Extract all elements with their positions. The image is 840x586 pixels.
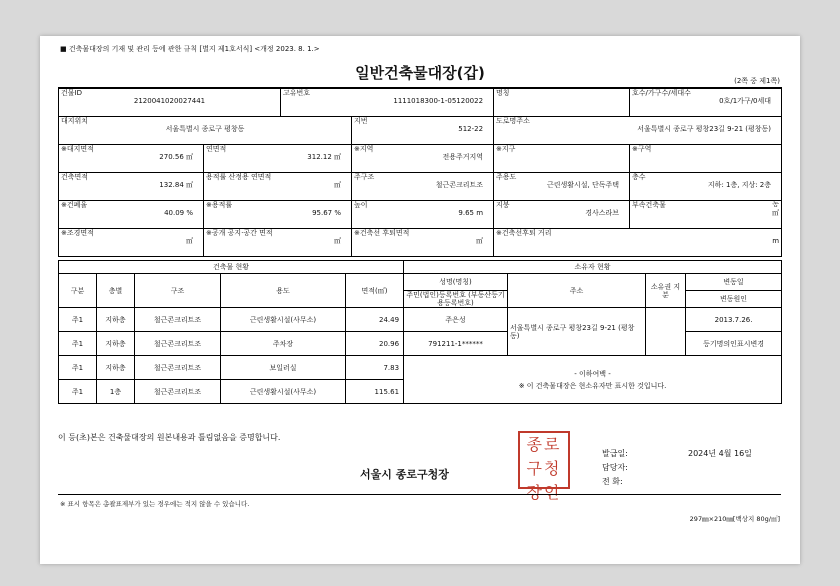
owner-notice-cell xyxy=(404,356,782,404)
official-seal: 종로구청장인 xyxy=(518,431,570,489)
site-area-cell: ※대지면적 270.56 ㎡ xyxy=(59,145,204,173)
table-row: 주1 지하층 철근콘크리트조 보일러실 7.83 - 이하여백 - ※ 이 건축물대장은 현소유자만 표시한 것입니다. xyxy=(59,356,782,380)
owner-name: 주은성 xyxy=(404,308,508,332)
building-info-table xyxy=(58,87,782,257)
coverage-cell: ※건폐율 40.09 % xyxy=(59,201,204,229)
col-use: 용도 xyxy=(221,274,346,308)
issuer: 서울시 종로구청장 xyxy=(360,468,449,481)
zone-cell: ※지역 전용주거지역 xyxy=(352,145,494,173)
col-owner-id: 주민(법인)등록번호 (부동산등기용등록번호) xyxy=(404,291,508,308)
col-area: 면적(㎡) xyxy=(346,274,404,308)
far-cell: ※용적률 95.67 % xyxy=(204,201,352,229)
col-change-date: 변동일 xyxy=(686,274,782,291)
footnote: ※ 표시 항목은 총괄표제부가 있는 경우에는 적지 않을 수 있습니다. xyxy=(60,500,250,508)
table-row: 주1 지하층 철근콘크리트조 주차장 20.96 791211-1****** 등기명의인표시변경 xyxy=(59,332,782,356)
lot-no-cell: 지번 512-22 xyxy=(352,117,494,145)
name-cell: 명칭 xyxy=(494,88,630,117)
far-floor-area-cell: 용적률 산정용 연면적 ㎡ xyxy=(204,173,352,201)
law-reference: ■ 건축물대장의 기재 및 관리 등에 관한 규칙 [별지 제1호서식] <개정 2023. 8. 1.> xyxy=(60,45,320,53)
owner-id: 791211-1****** xyxy=(404,332,508,356)
roof-cell: 지붕 경사스라브 xyxy=(494,201,630,229)
landscape-area-cell: ※조경면적 ㎡ xyxy=(59,229,204,257)
building-id-cell: 건물ID 2120041020027441 xyxy=(59,88,281,117)
setback-area-cell: ※건축선 후퇴면적 ㎡ xyxy=(352,229,494,257)
district-cell: ※지구 xyxy=(494,145,630,173)
owner-share xyxy=(646,308,686,356)
change-date: 2013.7.26. xyxy=(686,308,782,332)
col-type: 구분 xyxy=(59,274,97,308)
page-info: (2쪽 중 제1쪽) xyxy=(734,77,780,85)
status-table xyxy=(58,260,782,404)
change-reason: 등기명의인표시변경 xyxy=(686,332,782,356)
area-cell: ※구역 xyxy=(630,145,782,173)
blank-notice: - 이하여백 - xyxy=(574,369,611,378)
building-status-header: 건축물 현황 xyxy=(59,261,404,274)
unique-no-cell: 고유번호 1111018300-1-05120022 xyxy=(281,88,494,117)
floors-cell: 층수 지하: 1층, 지상: 2층 xyxy=(630,173,782,201)
main-use-cell: 주용도 근린생활시설, 단독주택 xyxy=(494,173,630,201)
col-change-reason: 변동원인 xyxy=(686,291,782,308)
divider xyxy=(58,494,781,495)
owner-address: 서울특별시 종로구 평창23길 9-21 (평창동) xyxy=(508,308,646,356)
col-owner-name: 성명(명칭) xyxy=(404,274,508,291)
paper-spec: 297㎜×210㎜[백상지 80g/㎡] xyxy=(689,515,780,523)
document-title: 일반건축물대장(갑) xyxy=(355,64,485,82)
certify-text: 이 등(초)본은 건축물대장의 원본내용과 틀림없음을 증명합니다. xyxy=(58,433,281,442)
table-row: 주1 1층 철근콘크리트조 근린생활시설(사무소) 115.61 xyxy=(59,380,782,404)
col-floor: 층별 xyxy=(97,274,135,308)
total-floor-area-cell: 연면적 312.12 ㎡ xyxy=(204,145,352,173)
annex-cell: 부속건축물 동 ㎡ xyxy=(630,201,782,229)
site-location-cell: 대지위치 서울특별시 종로구 평창동 xyxy=(59,117,352,145)
col-structure: 구조 xyxy=(135,274,221,308)
main-structure-cell: 주구조 철근콘크리트조 xyxy=(352,173,494,201)
units-cell: 호수/가구수/세대수 0호/1가구/0세대 xyxy=(630,88,782,117)
col-share: 소유권 지분 xyxy=(646,274,686,308)
phone-label: 전 화: xyxy=(602,477,623,486)
owner-status-header: 소유자 현황 xyxy=(404,261,782,274)
document-page xyxy=(40,36,800,564)
table-row: 주1 지하층 철근콘크리트조 근린생활시설(사무소) 24.49 주은성 서울특별시 종로구 평창23길 9-21 (평창동) 2013.7.26. xyxy=(59,308,782,332)
open-space-cell: ※공개 공지·공간 면적 ㎡ xyxy=(204,229,352,257)
setback-distance-cell: ※건축선후퇴 거리 m xyxy=(494,229,782,257)
issue-date-label: 발급일: xyxy=(602,449,628,458)
issue-date: 2024년 4월 16일 xyxy=(688,449,752,458)
road-address-cell: 도로명주소 서울특별시 종로구 평창23길 9-21 (평창동) xyxy=(494,117,782,145)
building-area-cell: 건축면적 132.84 ㎡ xyxy=(59,173,204,201)
col-address: 주소 xyxy=(508,274,646,308)
height-cell: 높이 9.65 m xyxy=(352,201,494,229)
officer-label: 담당자: xyxy=(602,463,628,472)
owner-notice: ※ 이 건축물대장은 현소유자만 표시한 것입니다. xyxy=(518,381,667,390)
